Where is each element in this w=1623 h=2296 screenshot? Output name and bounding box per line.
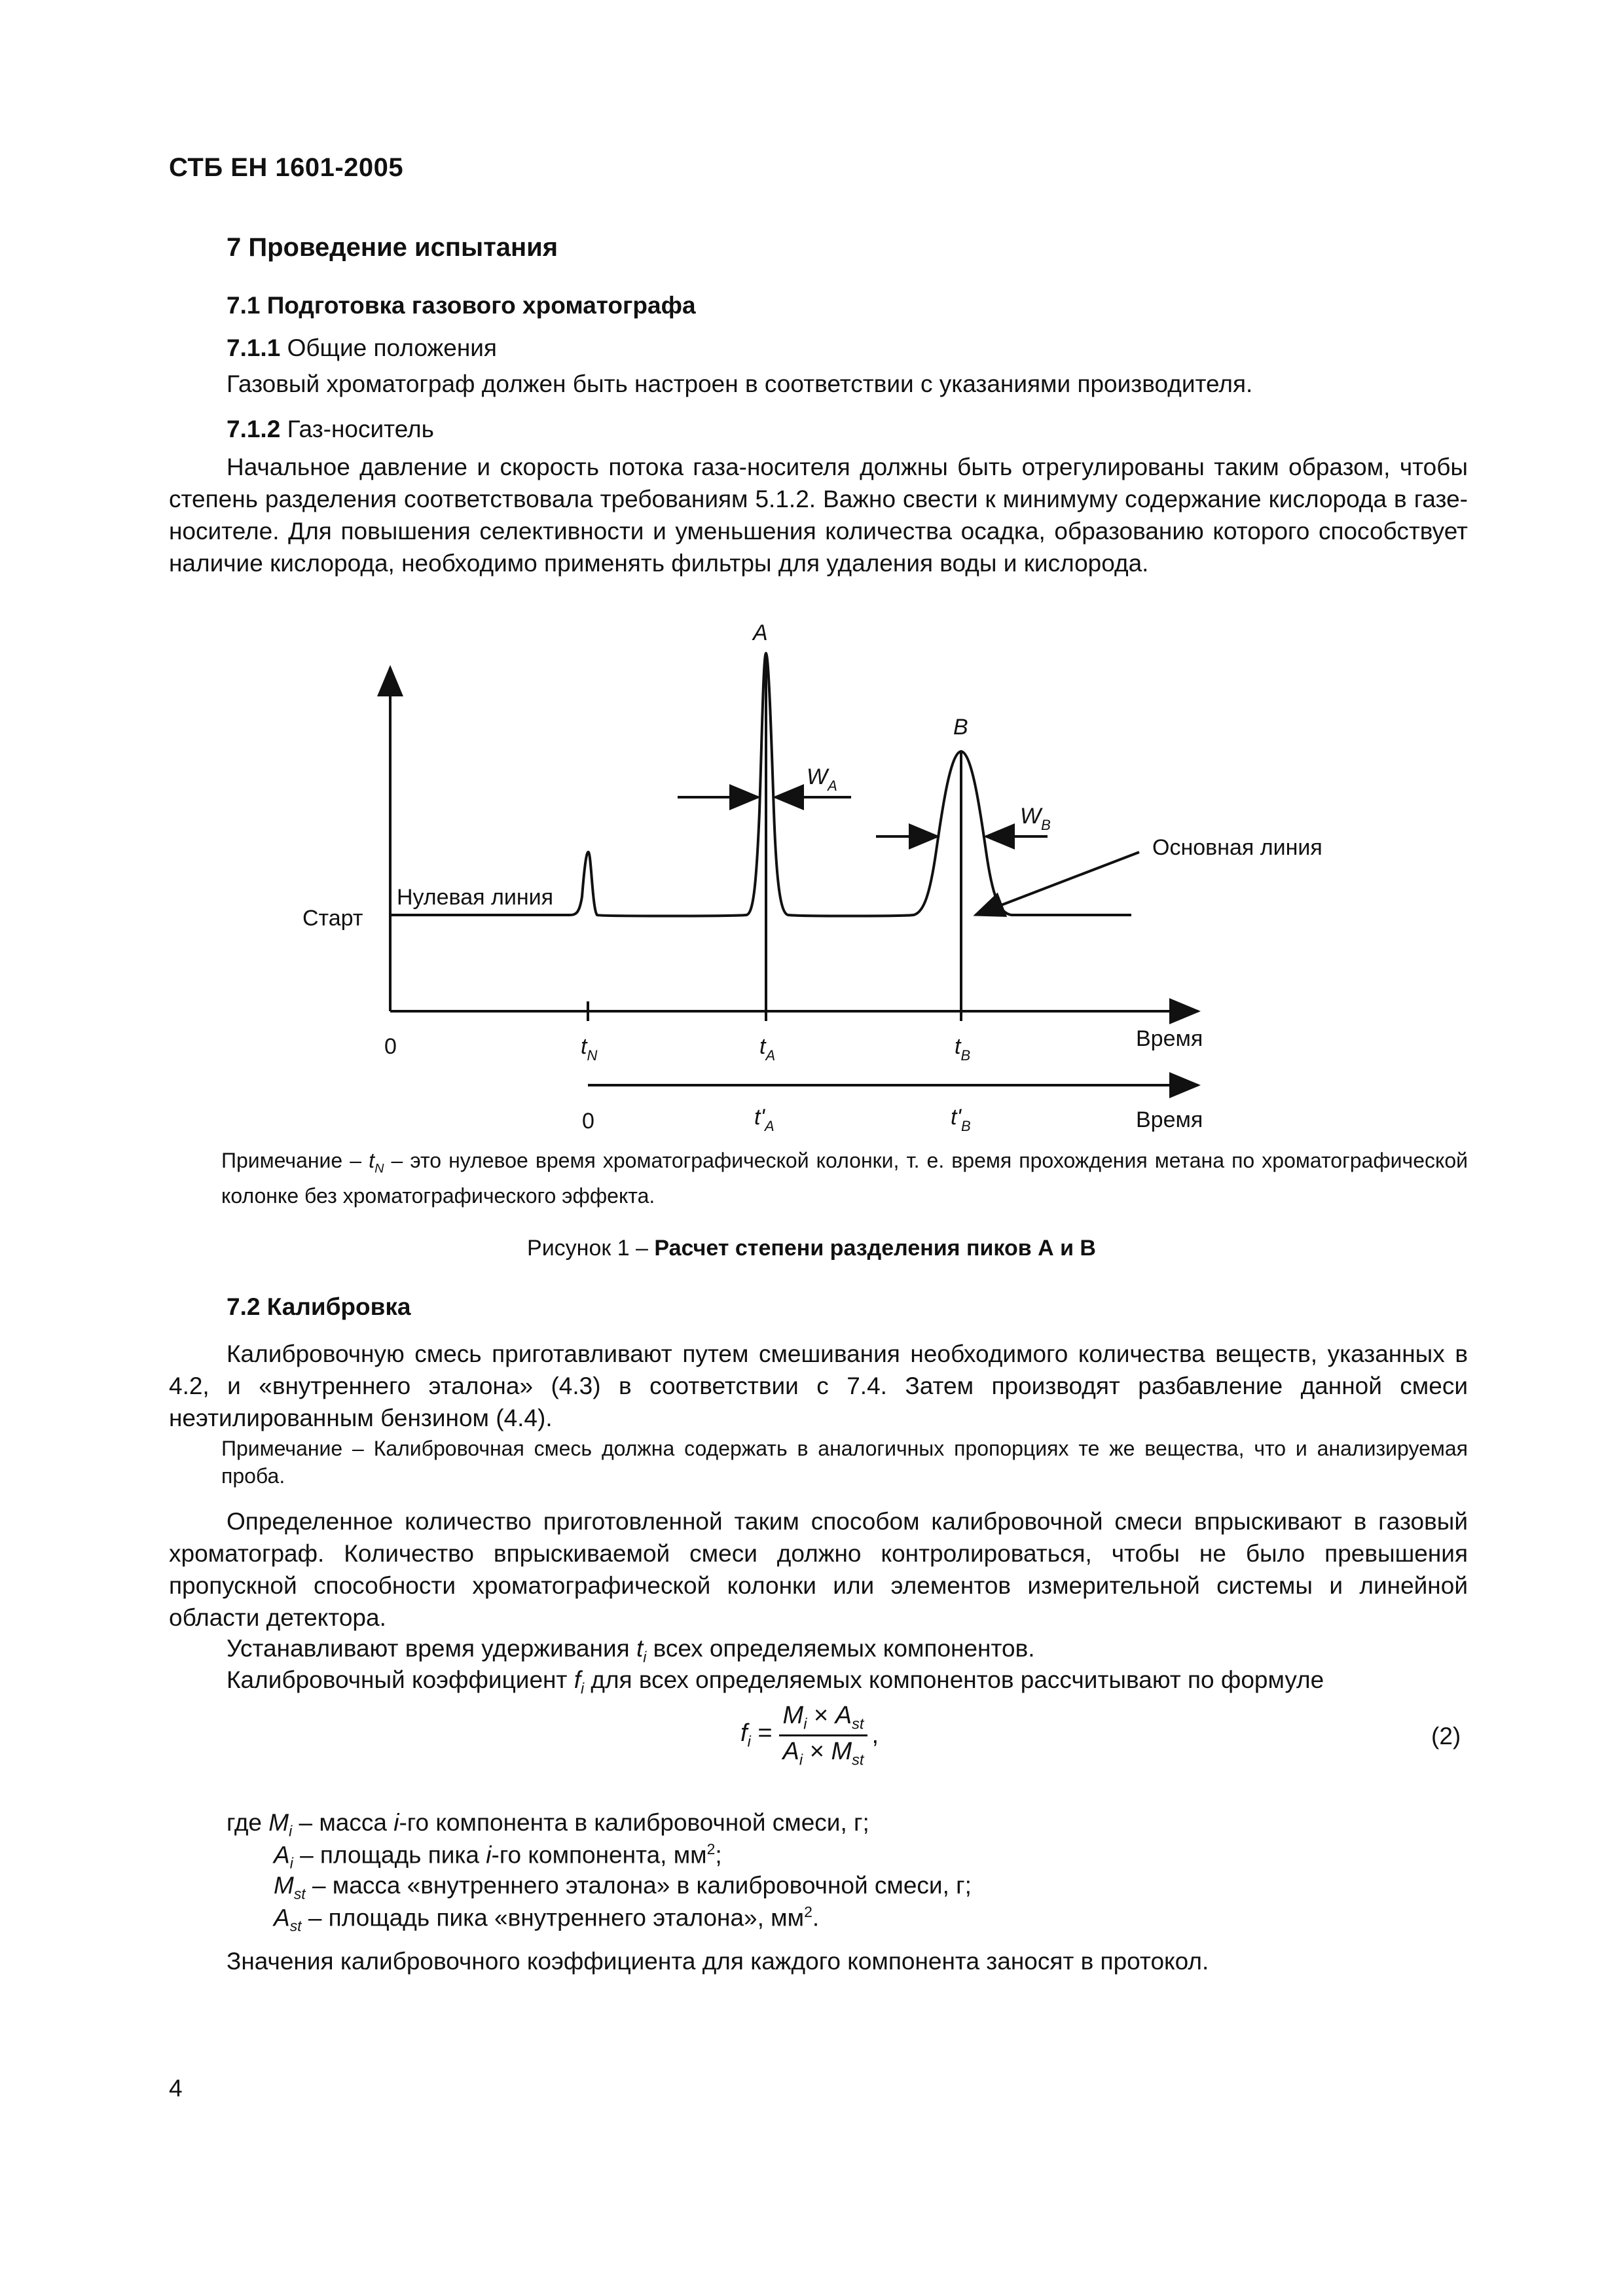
axis1-zero: 0	[384, 1034, 397, 1059]
label-base-line: Основная линия	[1152, 835, 1322, 860]
definition-row: где $M_i$ – масса i-го компонента в калибровочной смеси, г;	[227, 1809, 869, 1840]
axis1-tb: $t_B$	[955, 1034, 971, 1064]
width-a-label: $W_A$	[807, 764, 837, 794]
chromatogram-trace	[390, 653, 1131, 916]
axis2-zero: 0	[582, 1109, 594, 1134]
definition-row: $M_{st}$ – масса «внутреннего эталона» в калибровочной смеси, г;	[274, 1872, 972, 1903]
definition-row: $A_i$ – площадь пика i-го компонента, $мм^2$;	[274, 1840, 722, 1872]
retention-time-line: Устанавливают время удерживания $t_i$ всех определяемых компонентов.	[227, 1635, 1035, 1666]
section-7-title: 7 Проведение испытания	[227, 233, 558, 262]
clause-7-1-1-heading	[227, 332, 497, 364]
final-paragraph: Значения калибровочного коэффициента для каждого компонента заносят в протокол.	[227, 1948, 1209, 1975]
clause-number: 7.1.2	[227, 416, 281, 442]
clause-7-1-2-heading	[227, 413, 434, 445]
width-b-label: $W_B$	[1020, 804, 1051, 833]
peak-a-label: A	[753, 620, 768, 645]
calibration-coefficient-line: Калибровочный коэффициент $f_i$ для всех определяемых компонентов рассчитывают по формуле	[227, 1666, 1324, 1697]
chromatogram-figure	[0, 615, 1623, 1152]
figure-caption: Рисунок 1 – Расчет степени разделения пиков А и В	[527, 1236, 1096, 1261]
equation-number: (2)	[1431, 1723, 1461, 1749]
label-zero-line: Нулевая линия	[397, 885, 554, 910]
axis2-tb: $t'_B$	[951, 1105, 971, 1134]
section-7-1-title: 7.1 Подготовка газового хроматографа	[227, 292, 696, 319]
label-start: Старт	[302, 906, 363, 931]
clause-7-1-1-text: Газовый хроматограф должен быть настроен в соответствии с указаниями производителя.	[227, 370, 1253, 397]
peak-b-label: B	[953, 715, 968, 740]
baseline-leader	[976, 852, 1139, 915]
calibration-paragraph-1: Калибровочную смесь приготавливают путем смешивания необходимого количества веществ, указанных в 4.2, и «внутреннего эталона» (4.3) в соответствии с 7.4. Затем производят разбавление данной смеси неэтилированным бензином (4.4).	[169, 1340, 1468, 1431]
document-code-header: СТБ ЕН 1601-2005	[169, 153, 404, 182]
definition-row: $A_{st}$ – площадь пика «внутреннего эталона», $мм^2$.	[274, 1903, 820, 1935]
calibration-paragraph-2: Определенное количество приготовленной таким способом калибровочной смеси впрыскивают в газовый хроматограф. Количество впрыскиваемой смеси должно контролироваться, чтобы не было превышения пропускной способности хроматографической колонки или элементов измерительной системы и линейной области детектора.	[169, 1508, 1468, 1631]
axis2-time: Время	[1136, 1107, 1203, 1132]
page-number: 4	[169, 2075, 183, 2102]
clause-7-1-2-text: Начальное давление и скорость потока газа-носителя должны быть отрегулированы таким образом, чтобы степень разделения соответствовала требованиям 5.1.2. Важно свести к минимуму содержание кислорода в газе-носителе. Для повышения селективности и уменьшения количества осадка, образованию которого способствует наличие кислорода, необходимо применять фильтры для удаления воды и кислорода.	[169, 454, 1468, 577]
axis1-time: Время	[1136, 1026, 1203, 1051]
axis1-ta: $t_A$	[759, 1034, 776, 1064]
figure-note: Примечание – $t_N$ – это нулевое время хроматографической колонки, т. е. время прохождения метана по хроматографической колонке без хроматографического эффекта.	[221, 1149, 1468, 1208]
formula-2: $f_i$ = $M_i \times A_{st}$ , $A_i \times M_{st}$	[740, 1702, 879, 1768]
section-7-2-title: 7.2 Калибровка	[227, 1293, 411, 1320]
calibration-note: Примечание – Калибровочная смесь должна содержать в аналогичных пропорциях те же вещества, что и анализируемая проба.	[221, 1437, 1468, 1488]
clause-title: Общие положения	[287, 334, 497, 361]
clause-number: 7.1.1	[227, 334, 281, 361]
axis1-tn: $t_N$	[581, 1034, 598, 1064]
axis2-ta: $t'_A$	[754, 1105, 775, 1134]
clause-title: Газ-носитель	[287, 416, 434, 442]
